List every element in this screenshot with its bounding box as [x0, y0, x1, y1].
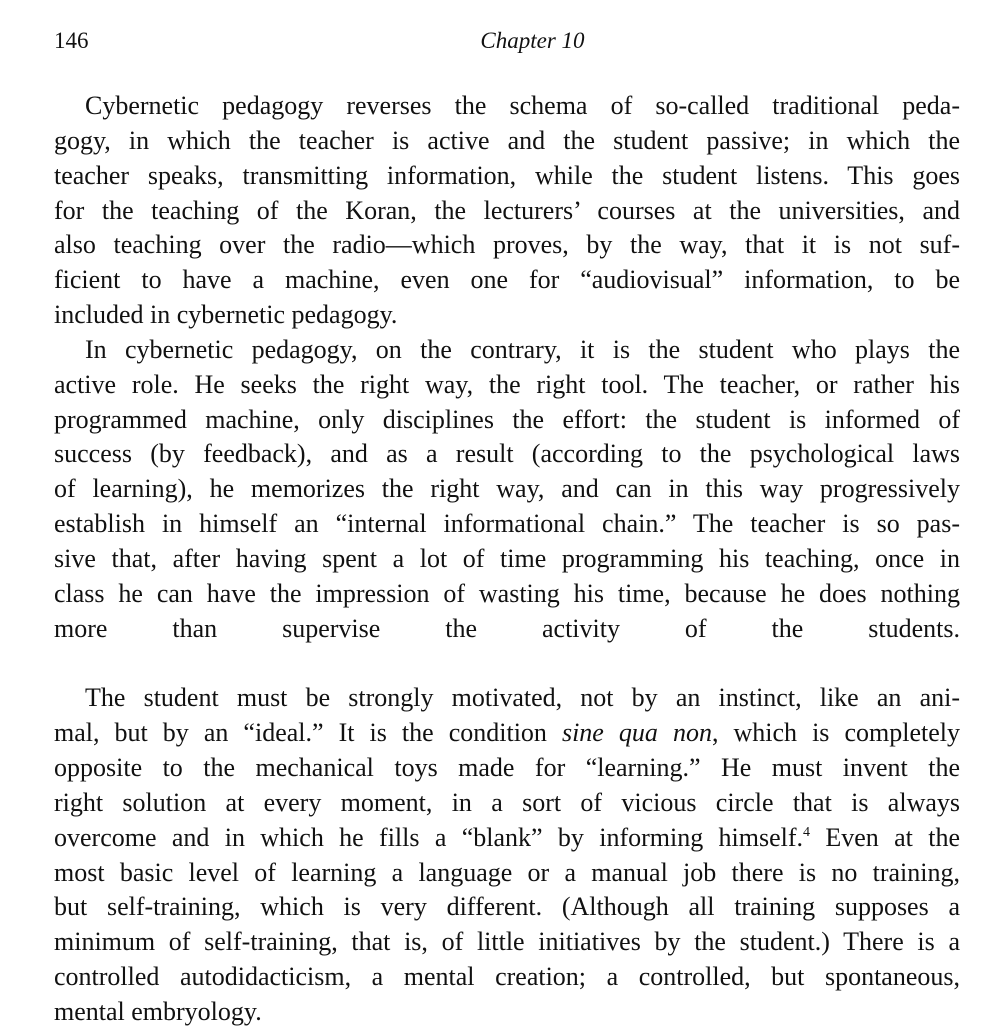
text-line: Cybernetic pedagogy reverses the schema of so-called traditional peda-: [85, 91, 960, 120]
text-line: In cybernetic pedagogy, on the contrary, it is the student who plays the: [85, 334, 960, 364]
text-segment: Even at the: [810, 822, 960, 852]
text-segment: mal, but by an “ideal.” It is the condition: [54, 718, 562, 748]
text-line: for the teaching of the Koran, the lecturers’ courses at the universities, and: [54, 195, 960, 225]
italic-phrase: sine qua non: [561, 718, 712, 748]
text-line: ficient to have a machine, even one for “audiovisual” information, to be: [54, 265, 960, 295]
text-line: class he can have the impression of wasting his time, because he does nothing: [54, 578, 960, 608]
text-line: more than supervise the activity of the students.: [54, 613, 960, 643]
text-line: programmed machine, only disciplines the effort: the student is informed of: [54, 404, 960, 434]
text-line: sive that, after having spent a lot of time programming his teaching, once in: [54, 543, 960, 573]
text-line: of learning), he memorizes the right way, and can in this way progressively: [54, 474, 960, 504]
text-line: most basic level of learning a language or a manual job there is no training,: [54, 857, 960, 887]
paragraph-2: [54, 333, 960, 681]
text-line: included in cybernetic pedagogy.: [54, 300, 398, 330]
text-line: controlled autodidacticism, a mental creation; a controlled, but spontaneous,: [54, 962, 960, 992]
text-line: but self-training, which is very different. (Although all training supposes a: [54, 892, 960, 922]
page-header: [54, 28, 961, 62]
text-line: teacher speaks, transmitting information, while the student listens. This goes: [54, 160, 960, 190]
text-line: [54, 647, 960, 682]
text-line: minimum of self-training, that is, of little initiatives by the student.) There is a: [54, 927, 960, 957]
text-line: [54, 821, 960, 856]
text-line: active role. He seeks the right way, the right tool. The teacher, or rather his: [54, 369, 960, 399]
paragraph-1: [54, 89, 960, 333]
text-line: right solution at every moment, in a sort of vicious circle that is always: [54, 787, 960, 817]
running-head: Chapter 10: [480, 28, 585, 53]
paragraph-3: [54, 681, 960, 1029]
text-line: also teaching over the radio—which proves, by the way, that it is not suf-: [54, 230, 960, 260]
text-line: success (by feedback), and as a result (according to the psychological laws: [54, 439, 960, 469]
text-line: The student must be strongly motivated, not by an instinct, like an ani-: [85, 683, 960, 713]
footnote-reference[interactable]: 4: [803, 824, 811, 840]
text-segment: overcome and in which he fills a “blank” by informing himself.: [54, 822, 804, 852]
text-line: [54, 716, 960, 751]
text-line: opposite to the mechanical toys made for “learning.” He must invent the: [54, 753, 960, 783]
text-line: mental embryology.: [54, 996, 262, 1026]
text-line: gogy, in which the teacher is active and the student passive; in which the: [54, 125, 960, 155]
page-number: 146: [54, 28, 89, 53]
body-text: [54, 89, 960, 1030]
text-segment: , which is completely: [711, 718, 960, 748]
text-line: establish in himself an “internal informational chain.” The teacher is so pas-: [54, 509, 960, 539]
